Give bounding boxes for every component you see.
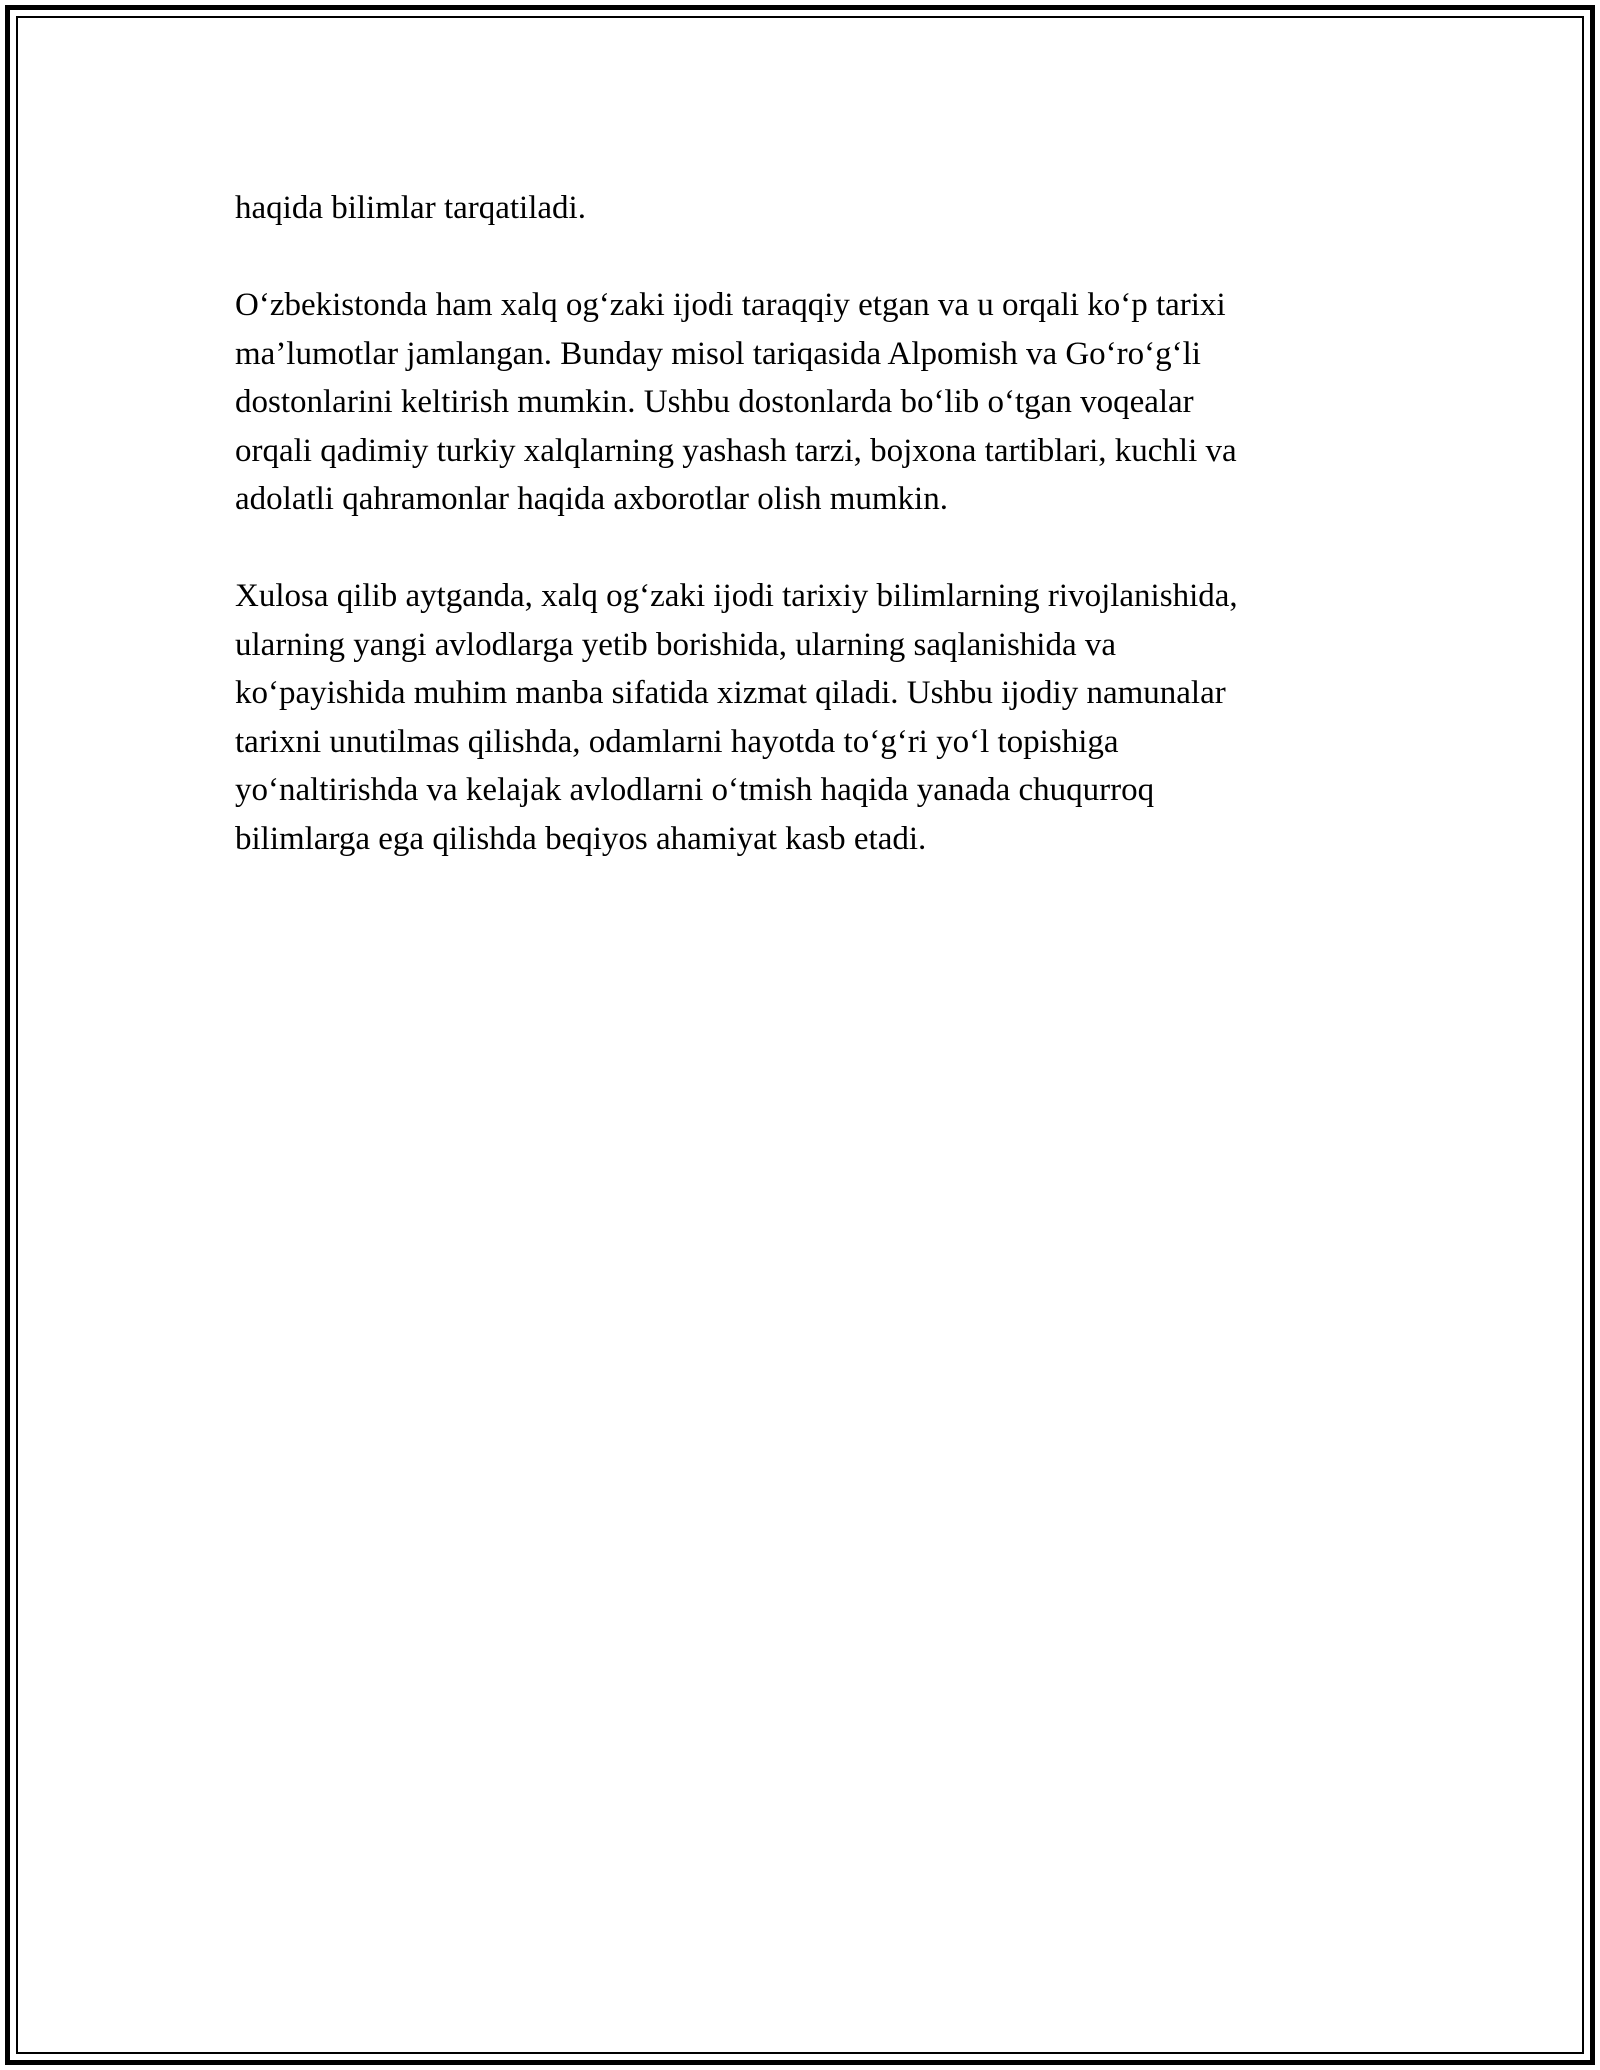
paragraph-2 xyxy=(235,281,1365,524)
text-line: bilimlarga ega qilishda beqiyos ahamiyat kasb etadi. xyxy=(235,820,927,857)
text-line: adolatli qahramonlar haqida axborotlar olish mumkin. xyxy=(235,481,948,517)
paragraph-1 xyxy=(235,184,1365,233)
paragraph-3 xyxy=(235,572,1365,863)
text-line: Xulosa qilib aytganda, xalq og‘zaki ijodi tarixiy bilimlarning rivojlanishida, xyxy=(235,578,1238,614)
text-line: ularning yangi avlodlarga yetib borishida, ularning saqlanishida va xyxy=(235,626,1117,663)
text-line: yo‘naltirishda va kelajak avlodlarni o‘tmish haqida yanada chuqurroq xyxy=(235,772,1155,808)
document-body xyxy=(235,184,1365,912)
text-line: ma’lumotlar jamlangan. Bunday misol tariqasida Alpomish va Go‘ro‘g‘li xyxy=(235,335,1201,372)
text-line: O‘zbekistonda ham xalq og‘zaki ijodi taraqqiy etgan va u orqali ko‘p tarixi xyxy=(235,287,1226,323)
text-line: orqali qadimiy turkiy xalqlarning yashash tarzi, bojxona tartiblari, kuchli va xyxy=(235,432,1237,469)
text-line: ko‘payishida muhim manba sifatida xizmat qiladi. Ushbu ijodiy namunalar xyxy=(235,675,1226,711)
text-line: tarixni unutilmas qilishda, odamlarni hayotda to‘g‘ri yo‘l topishiga xyxy=(235,723,1119,760)
text-line: dostonlarini keltirish mumkin. Ushbu dostonlarda bo‘lib o‘tgan voqealar xyxy=(235,384,1194,420)
text-line: haqida bilimlar tarqatiladi. xyxy=(235,190,586,226)
